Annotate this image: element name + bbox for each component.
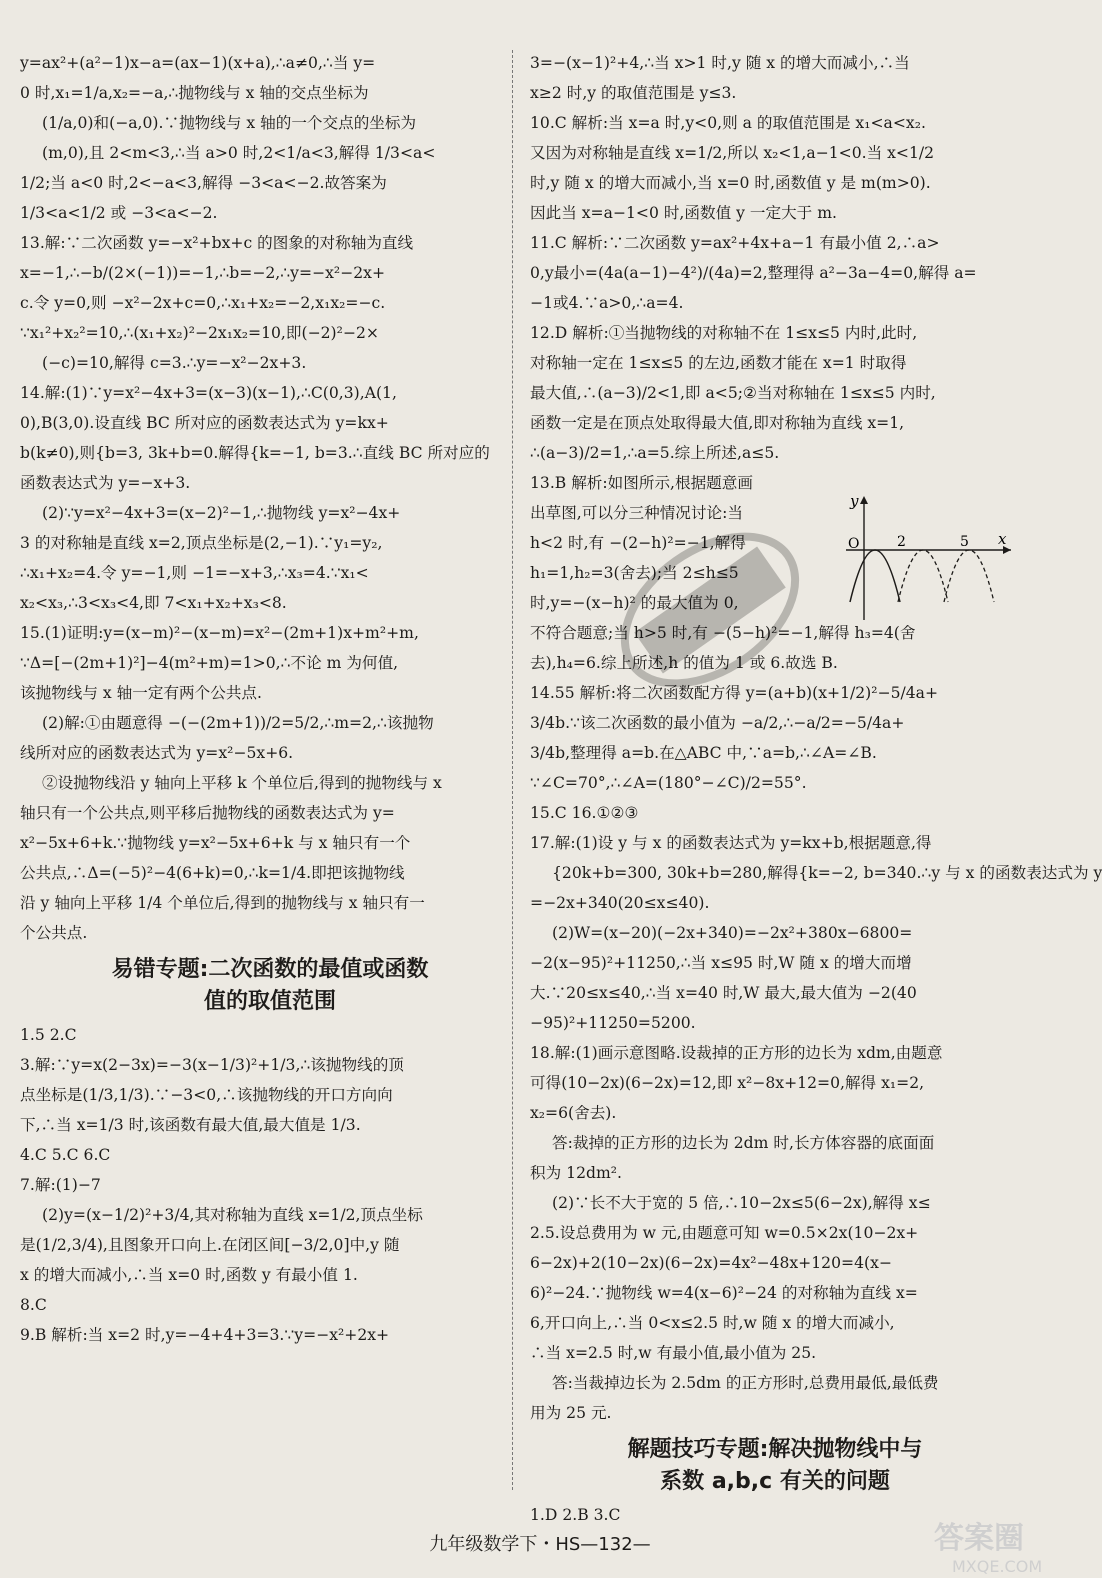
y-axis-arrow — [860, 496, 868, 504]
section-title-problem-solving — [530, 1434, 1020, 1498]
text-line: 9.B 解析:当 x=2 时,y=−4+4+3=3.∵y=−x²+2x+ — [20, 1326, 390, 1344]
text-line: 积为 12dm². — [530, 1164, 622, 1182]
text-line: 个公共点. — [20, 924, 88, 942]
right-column — [530, 48, 1102, 1530]
text-line: 0,y最小=(4a(a−1)−4²)/(4a)=2,整理得 a²−3a−4=0,解得 a= — [530, 264, 977, 282]
section-title-line: 易错专题:二次函数的最值或函数 — [111, 957, 429, 982]
text-line: h₁=1,h₂=3(舍去);当 2≤h≤5 — [530, 564, 739, 582]
text-line: 0),B(3,0).设直线 BC 所对应的函数表达式为 y=kx+ — [20, 414, 389, 432]
right-text-block — [530, 48, 1102, 1428]
text-line: (m,0),且 2<m<3,∴当 a>0 时,2<1/a<3,解得 1/3<a< — [42, 144, 436, 162]
text-line: x₂=6(舍去). — [530, 1104, 617, 1122]
text-line: 函数表达式为 y=−x+3. — [20, 474, 191, 492]
text-line: =−2x+340(20≤x≤40). — [530, 894, 710, 912]
text-line: (2)解:①由题意得 −(−(2m+1))/2=5/2,∴m=2,∴该抛物 — [42, 714, 434, 732]
left-text-block — [20, 48, 520, 948]
logo-text: 答案圈 — [934, 1521, 1024, 1556]
text-line: 11.C 解析:∵二次函数 y=ax²+4x+a−1 有最小值 2,∴a> — [530, 234, 940, 252]
text-line: 6,开口向上,∴当 0<x≤2.5 时,w 随 x 的增大而减小, — [530, 1314, 895, 1332]
text-line: 时,y=−(x−h)² 的最大值为 0, — [530, 594, 739, 612]
section-title-line: 值的取值范围 — [203, 989, 336, 1014]
text-line: y=ax²+(a²−1)x−a=(ax−1)(x+a),∴a≠0,∴当 y= — [20, 54, 376, 72]
text-line: 15.C 16.①②③ — [530, 804, 639, 822]
graph-label-5: 5 — [960, 534, 969, 550]
text-line: 0 时,x₁=1/a,x₂=−a,∴抛物线与 x 轴的交点坐标为 — [20, 84, 369, 102]
text-line: ∵x₁²+x₂²=10,∴(x₁+x₂)²−2x₁x₂=10,即(−2)²−2× — [20, 324, 379, 342]
text-line: 线所对应的函数表达式为 y=x²−5x+6. — [20, 744, 294, 762]
text-line: 14.55 解析:将二次函数配方得 y=(a+b)(x+1/2)²−5/4a+ — [530, 684, 939, 702]
text-line: 15.(1)证明:y=(x−m)²−(x−m)=x²−(2m+1)x+m²+m, — [20, 624, 419, 642]
section-title-common-mistakes — [20, 954, 520, 1018]
text-line: 13.解:∵二次函数 y=−x²+bx+c 的图象的对称轴为直线 — [20, 234, 414, 252]
text-line: (2)W=(x−20)(−2x+340)=−2x²+380x−6800= — [552, 924, 913, 942]
text-line: −1或4.∵a>0,∴a=4. — [530, 294, 684, 312]
left-column — [20, 48, 520, 1350]
site-logo-icon — [930, 1510, 1075, 1578]
text-line: 3/4b,整理得 a=b.在△ABC 中,∵a=b,∴∠A=∠B. — [530, 744, 877, 762]
text-line: (2)∵长不大于宽的 5 倍,∴10−2x≤5(6−2x),解得 x≤ — [552, 1194, 931, 1212]
text-line: 该抛物线与 x 轴一定有两个公共点. — [20, 684, 262, 702]
parabola-solid — [850, 550, 900, 602]
text-line: 去),h₄=6.综上所述,h 的值为 1 或 6.故选 B. — [530, 654, 838, 672]
graph-label-y: y — [850, 492, 859, 510]
text-line: 时,y 随 x 的增大而减小,当 x=0 时,函数值 y 是 m(m>0). — [530, 174, 931, 192]
text-line: 答:当裁掉边长为 2.5dm 的正方形时,总费用最低,最低费 — [552, 1374, 939, 1392]
text-line: 最大值,∴(a−3)/2<1,即 a<5;②当对称轴在 1≤x≤5 内时, — [530, 384, 936, 402]
text-line: ∵Δ=[−(2m+1)²]−4(m²+m)=1>0,∴不论 m 为何值, — [20, 654, 399, 672]
text-line: (2)∵y=x²−4x+3=(x−2)²−1,∴抛物线 y=x²−4x+ — [42, 504, 401, 522]
text-line: x≥2 时,y 的取值范围是 y≤3. — [530, 84, 737, 102]
text-line: 1/2;当 a<0 时,2<−a<3,解得 −3<a<−2.故答案为 — [20, 174, 387, 192]
text-line: b(k≠0),则{b=3, 3k+b=0.解得{k=−1, b=3.∴直线 BC 所对应的 — [20, 444, 490, 462]
text-line: 3.解:∵y=x(2−3x)=−3(x−1/3)²+1/3,∴该抛物线的顶 — [20, 1056, 404, 1074]
section-title-line: 系数 a,b,c 有关的问题 — [660, 1469, 890, 1494]
text-line: 沿 y 轴向上平移 1/4 个单位后,得到的抛物线与 x 轴只有一 — [20, 894, 425, 912]
text-line: 下,∴当 x=1/3 时,该函数有最大值,最大值是 1/3. — [20, 1116, 361, 1134]
text-line: 可得(10−2x)(6−2x)=12,即 x²−8x+12=0,解得 x₁=2, — [530, 1074, 925, 1092]
parabola-dashed-2 — [944, 550, 994, 602]
text-line: 7.解:(1)−7 — [20, 1176, 101, 1194]
text-line: ②设抛物线沿 y 轴向上平移 k 个单位后,得到的抛物线与 x — [42, 774, 442, 792]
text-line: 3=−(x−1)²+4,∴当 x>1 时,y 随 x 的增大而减小,∴当 — [530, 54, 910, 72]
text-line: ∴(a−3)/2=1,∴a=5.综上所述,a≤5. — [530, 444, 780, 462]
logo-url: MXQE.COM — [952, 1557, 1043, 1576]
graph-label-origin: O — [848, 536, 860, 552]
text-line: 6−2x)+2(10−2x)(6−2x)=4x²−48x+120=4(x− — [530, 1254, 892, 1272]
text-line: 是(1/2,3/4),且图象开口向上.在闭区间[−3/2,0]中,y 随 — [20, 1236, 400, 1254]
section1-text-block — [20, 1020, 520, 1350]
text-line: x₂<x₃,∴3<x₃<4,即 7<x₁+x₂+x₃<8. — [20, 594, 287, 612]
text-line: (2)y=(x−1/2)²+3/4,其对称轴为直线 x=1/2,顶点坐标 — [42, 1206, 423, 1224]
text-line: 公共点,∴Δ=(−5)²−4(6+k)=0,∴k=1/4.即把该抛物线 — [20, 864, 405, 882]
text-line: 12.D 解析:①当抛物线的对称轴不在 1≤x≤5 内时,此时, — [530, 324, 918, 342]
text-line: ∴当 x=2.5 时,w 有最小值,最小值为 25. — [530, 1344, 817, 1362]
text-line: x²−5x+6+k.∵抛物线 y=x²−5x+6+k 与 x 轴只有一个 — [20, 834, 411, 852]
text-line: 轴只有一个公共点,则平移后抛物线的函数表达式为 y= — [20, 804, 395, 822]
text-line: 答:裁掉的正方形的边长为 2dm 时,长方体容器的底面面 — [552, 1134, 935, 1152]
text-line: 点坐标是(1/3,1/3).∵−3<0,∴该抛物线的开口方向向 — [20, 1086, 393, 1104]
text-line: 8.C — [20, 1296, 47, 1314]
text-line: (1/a,0)和(−a,0).∵抛物线与 x 轴的一个交点的坐标为 — [42, 114, 417, 132]
parabola-dashed-1 — [898, 550, 948, 602]
text-line: 1.D 2.B 3.C — [530, 1506, 621, 1524]
text-line: 对称轴一定在 1≤x≤5 的左边,函数才能在 x=1 时取得 — [530, 354, 907, 372]
text-line: x 的增大而减小,∴当 x=0 时,函数 y 有最小值 1. — [20, 1266, 358, 1284]
text-line: 1.5 2.C — [20, 1026, 77, 1044]
text-line: ∴x₁+x₂=4.令 y=−1,则 −1=−x+3,∴x₃=4.∵x₁< — [20, 564, 369, 582]
text-line: −2(x−95)²+11250,∴当 x≤95 时,W 随 x 的增大而增 — [530, 954, 912, 972]
text-line: 3 的对称轴是直线 x=2,顶点坐标是(2,−1).∵y₁=y₂, — [20, 534, 383, 552]
text-line: 用为 25 元. — [530, 1404, 612, 1422]
section-title-line: 解题技巧专题:解决抛物线中与 — [627, 1437, 923, 1462]
text-line: 2.5.设总费用为 w 元,由题意可知 w=0.5×2x(10−2x+ — [530, 1224, 919, 1242]
text-line: 6)²−24.∵抛物线 w=4(x−6)²−24 的对称轴为直线 x= — [530, 1284, 918, 1302]
text-line: −95)²+11250=5200. — [530, 1014, 696, 1032]
text-line: 13.B 解析:如图所示,根据题意画 — [530, 474, 753, 492]
text-line: c.令 y=0,则 −x²−2x+c=0,∴x₁+x₂=−2,x₁x₂=−c. — [20, 294, 386, 312]
text-line: 不符合题意;当 h>5 时,有 −(5−h)²=−1,解得 h₃=4(舍 — [530, 624, 916, 642]
watermark-stamp-icon — [595, 490, 825, 730]
text-line: 出草图,可以分三种情况讨论:当 — [530, 504, 743, 522]
text-line: 大.∵20≤x≤40,∴当 x=40 时,W 最大,最大值为 −2(40 — [530, 984, 917, 1002]
text-line: ∵∠C=70°,∴∠A=(180°−∠C)/2=55°. — [530, 774, 807, 792]
text-line: 4.C 5.C 6.C — [20, 1146, 111, 1164]
graph-label-2: 2 — [897, 534, 906, 550]
text-line: 18.解:(1)画示意图略.设裁掉的正方形的边长为 xdm,由题意 — [530, 1044, 943, 1062]
text-line: 10.C 解析:当 x=a 时,y<0,则 a 的取值范围是 x₁<a<x₂. — [530, 114, 926, 132]
page-footer: 九年级数学下・HS—132— — [429, 1534, 651, 1555]
text-line: 17.解:(1)设 y 与 x 的函数表达式为 y=kx+b,根据题意,得 — [530, 834, 932, 852]
text-line: 14.解:(1)∵y=x²−4x+3=(x−3)(x−1),∴C(0,3),A(1, — [20, 384, 397, 402]
parabola-sketch — [846, 492, 1016, 622]
text-line: {20k+b=300, 30k+b=280,解得{k=−2, b=340.∴y 与 x 的函数表达式为 y — [552, 864, 1102, 882]
graph-label-x: x — [998, 530, 1007, 548]
text-line: 1/3<a<1/2 或 −3<a<−2. — [20, 204, 218, 222]
text-line: 又因为对称轴是直线 x=1/2,所以 x₂<1,a−1<0.当 x<1/2 — [530, 144, 935, 162]
text-line: (−c)=10,解得 c=3.∴y=−x²−2x+3. — [42, 354, 307, 372]
text-line: x=−1,∴−b/(2×(−1))=−1,∴b=−2,∴y=−x²−2x+ — [20, 264, 386, 282]
text-line: h<2 时,有 −(2−h)²=−1,解得 — [530, 534, 746, 552]
text-line: 因此当 x=a−1<0 时,函数值 y 一定大于 m. — [530, 204, 837, 222]
text-line: 3/4b.∵该二次函数的最小值为 −a/2,∴−a/2=−5/4a+ — [530, 714, 905, 732]
text-line: 函数一定是在顶点处取得最大值,即对称轴为直线 x=1, — [530, 414, 905, 432]
